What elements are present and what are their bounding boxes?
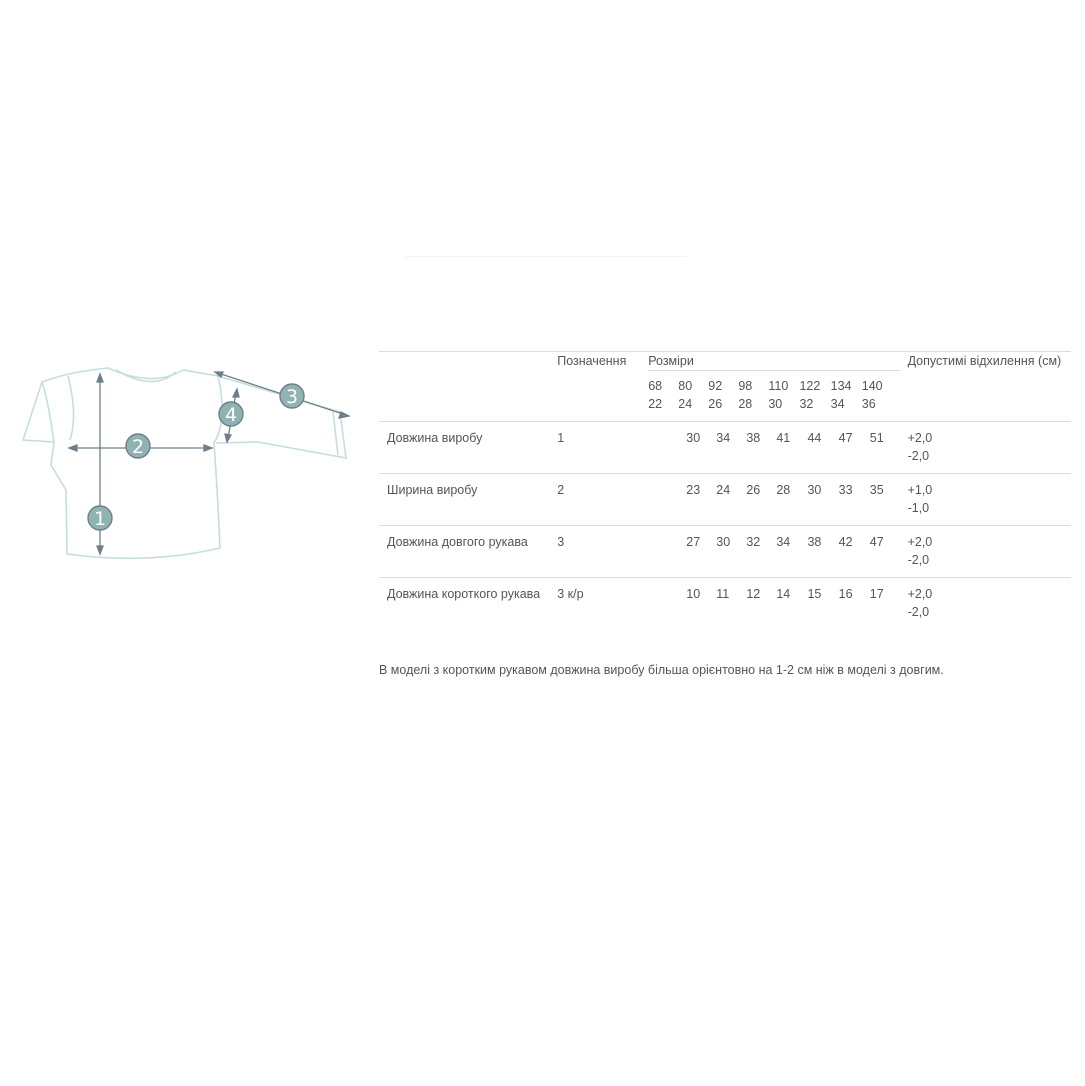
garment-diagram: [18, 360, 358, 570]
table-row: [379, 422, 1071, 474]
row-name: Довжина короткого рукава: [379, 578, 549, 630]
row-value: 34: [768, 526, 799, 578]
row-code: 3 к/р: [549, 578, 648, 630]
row-value: 24: [708, 474, 738, 526]
row-value: 38: [738, 422, 768, 474]
table-row: [379, 474, 1071, 526]
badge-4-label: 4: [224, 404, 238, 426]
row-value: 32: [738, 526, 768, 578]
garment-outline-svg: [18, 360, 358, 570]
row-value: 42: [831, 526, 862, 578]
size-col-3: 92 26: [708, 371, 738, 422]
row-value: 51: [862, 422, 900, 474]
footnote-text: В моделі з коротким рукавом довжина виробу більша орієнтовно на 1-2 см ніж в моделі з довгим.: [379, 663, 944, 677]
size-col-6: 122 32: [799, 371, 830, 422]
sizes-header: Розміри: [648, 352, 899, 371]
garment-body-outline: [42, 368, 222, 558]
row-name: Довжина довгого рукава: [379, 526, 549, 578]
row-code: 2: [549, 474, 648, 526]
row-value: 15: [799, 578, 830, 630]
row-value: 34: [708, 422, 738, 474]
row-tolerance: +2,0 -2,0: [900, 526, 1071, 578]
row-value: 38: [799, 526, 830, 578]
row-value: 35: [862, 474, 900, 526]
row-value: [648, 474, 678, 526]
table-row: [379, 526, 1071, 578]
row-value: 17: [862, 578, 900, 630]
row-value: 33: [831, 474, 862, 526]
measurement-badges: [88, 384, 304, 530]
row-value: 44: [799, 422, 830, 474]
row-value: [648, 422, 678, 474]
row-value: 28: [768, 474, 799, 526]
size-col-5: 110 30: [768, 371, 799, 422]
right-cuff-outline: [333, 412, 338, 455]
size-col-8: 140 36: [862, 371, 900, 422]
row-code: 1: [549, 422, 648, 474]
neckline-outline: [116, 370, 176, 382]
left-sleeve-inner: [68, 376, 74, 440]
row-name: Ширина виробу: [379, 474, 549, 526]
badge-1-label: 1: [93, 508, 107, 530]
size-col-1: 68 22: [648, 371, 678, 422]
row-code: 3: [549, 526, 648, 578]
row-value: 41: [768, 422, 799, 474]
tolerance-header: Допустимі відхилення (см): [900, 352, 1071, 422]
row-tolerance: +2,0 -2,0: [900, 578, 1071, 630]
divider-line: [405, 256, 687, 257]
row-value: [648, 578, 678, 630]
row-value: 30: [678, 422, 708, 474]
row-value: 10: [678, 578, 708, 630]
table-header-row: [379, 352, 1071, 371]
row-value: 47: [831, 422, 862, 474]
row-value: [648, 526, 678, 578]
row-value: 27: [678, 526, 708, 578]
designation-header: Позначення: [549, 352, 648, 371]
badge-2-label: 2: [131, 436, 145, 458]
row-tolerance: +2,0 -2,0: [900, 422, 1071, 474]
row-tolerance: +1,0 -1,0: [900, 474, 1071, 526]
size-table: [379, 351, 1071, 629]
row-value: 30: [708, 526, 738, 578]
size-col-7: 134 34: [831, 371, 862, 422]
row-value: 14: [768, 578, 799, 630]
row-value: 23: [678, 474, 708, 526]
row-value: 16: [831, 578, 862, 630]
row-value: 47: [862, 526, 900, 578]
row-value: 12: [738, 578, 768, 630]
table-row: [379, 578, 1071, 630]
row-value: 11: [708, 578, 738, 630]
empty-header-cell: [379, 352, 549, 371]
row-value: 26: [738, 474, 768, 526]
badge-3-label: 3: [285, 386, 299, 408]
size-col-2: 80 24: [678, 371, 708, 422]
row-value: 30: [799, 474, 830, 526]
row-name: Довжина виробу: [379, 422, 549, 474]
size-col-4: 98 28: [738, 371, 768, 422]
